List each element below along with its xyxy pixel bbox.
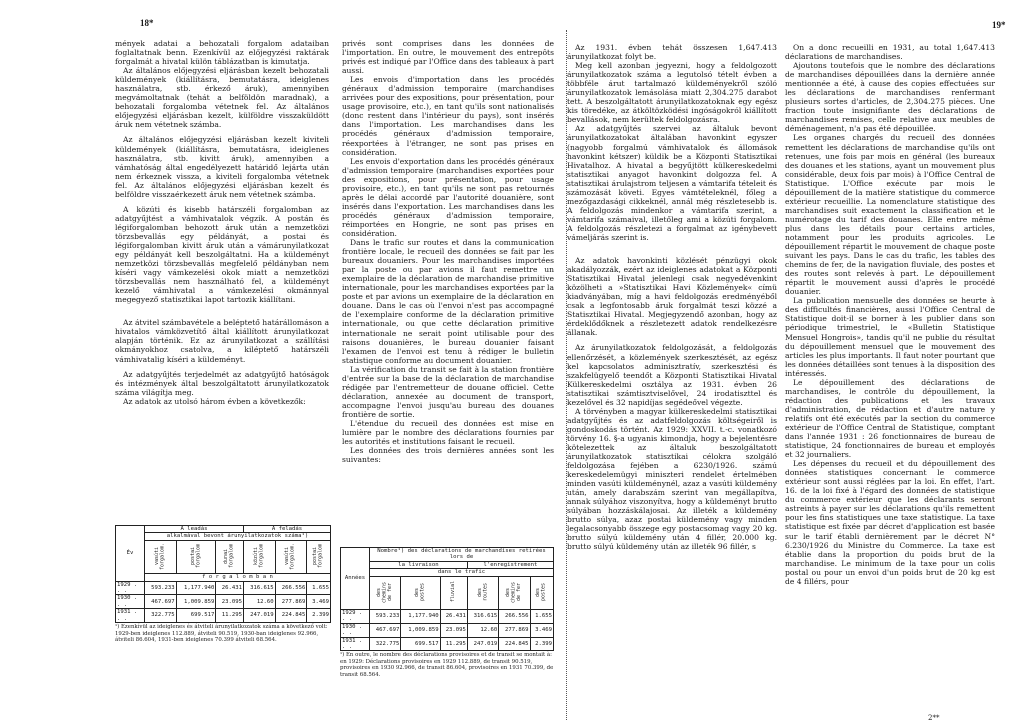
paragraph: Meg kell azonban jegyezni, hogy a feldolgozott árunyilatkozatok száma a legutolsó tételt évben a többféle árut tartalmazó küldeményekről szóló árunyilatkozatok lemásolása miatt 2,304.275 darabot tett. A beszolgáltatott árunyilatkozatoknak egy egész kis töredéke, az átköltözködési ingóságokról kiállított bevallások, nem kerültek feldolgozásra.: [567, 61, 777, 125]
column-header-label: postai forgalom: [312, 543, 324, 568]
value-cell: 3.469: [307, 595, 331, 609]
column-header: [467, 576, 498, 609]
paragraph: Les données des trois dernières années sont les suivantes:: [342, 446, 554, 465]
year-cell: 1931 . . .: [116, 609, 145, 623]
column-header: [275, 540, 307, 573]
value-cell: 12.60: [244, 595, 276, 609]
column-header: [370, 576, 401, 609]
column-header: [499, 576, 530, 609]
page-number-right: 19*: [992, 20, 1006, 30]
signature-mark: 2**: [928, 714, 940, 722]
delivery-header: A leadás: [145, 526, 244, 533]
traffic-header: f o r g a l o m b a n: [145, 574, 331, 581]
paragraph: La vérification du transit se fait à la station frontière d'entrée sur la base de la déclaration de marchandise rédigée par l'entremetteur de douane officiel. Cette déclaration, annexée au document de transport, accompagne l'envoi jusqu'au bureau des douanes frontière de sortie.: [342, 364, 554, 419]
livraison-header: la livraison: [370, 561, 468, 568]
paragraph: Az adatgyűjtés terjedelmét az adatgyűjtő hatóságok és intézmények által beszolgáltatott árunyilatkozatok száma világítja meg.: [115, 369, 329, 397]
value-cell: 224.845: [275, 609, 307, 623]
page-number-left: 18*: [140, 18, 154, 28]
year-cell: 1930 . . .: [341, 623, 370, 637]
year-cell: 1929 . . .: [116, 581, 145, 595]
value-cell: 322.775: [145, 609, 177, 623]
year-cell: 1931 . . .: [341, 637, 370, 651]
value-cell: 11.295: [440, 637, 467, 651]
column-header-label: vasúti forgalom.: [153, 542, 166, 570]
value-cell: 1.655: [530, 610, 553, 624]
year-header: Év: [116, 526, 145, 582]
value-cell: 3.469: [530, 623, 553, 637]
paragraph: Ajoutons toutefois que le nombre des déclarations de marchandises dépouillées dans la dernière année mentionnée a été, à cause des copies effectuées sur les déclarations de marchandises renfermant plusieurs sortes d'articles, de 2,304.275 pièces. Une fraction toute insignifiante des déclarations de marchandises remises, celle relative aux meubles de déménagement, n'a pas été dépouillée.: [785, 61, 995, 134]
years-header: Années: [341, 548, 370, 610]
column-header: [145, 540, 177, 573]
dispatch-header: A feladás: [244, 526, 331, 533]
value-cell: 1,009.859: [176, 595, 216, 609]
value-cell: 1.655: [307, 581, 331, 595]
value-cell: 2.399: [307, 609, 331, 623]
statistics-table-french: [340, 547, 554, 678]
table-row: [341, 610, 554, 624]
value-cell: 224.845: [499, 637, 530, 651]
value-cell: 316.615: [467, 610, 498, 624]
value-cell: 2.399: [530, 637, 553, 651]
column-header-label: postai forgalom: [189, 543, 201, 568]
value-cell: 1,009.859: [401, 623, 440, 637]
value-cell: 26.431: [440, 610, 467, 624]
column-header: [216, 540, 244, 573]
paragraph: A közúti és kisebb határszéli forgalomban az adatgyűjtést a vámhivatalok végzik. A postán és légiforgalomban behozott áruk után a nemzetközi törzsbevallás egy példányát, a postai és légiforgalomban kivitt áruk után a vámárunyilatkozat egy példányát kell beszolgáltatni. Ha a küldeményt nemzetközi törzsbevallás megfelelő példányban nem kíséri vagy vámkezelési okok miatt a nemzetközi törzsbevallás nem használható fel, a küldeményt kezelő vámhivatal a vámkezelési okmánnyal megegyező statisztikai lapot tartozik kiállítani.: [115, 204, 329, 305]
paragraph: A törvényben a magyar külkereskedelmi statisztikai adatgyűjtés és az adatfeldolgozás költségeiről is gondoskodás történt. Az 1929: XXVII. t.-c. vonatkozó törvény 16. §-a ugyanis kimondja, hogy a bejelentésre kötelezettek az általuk beszolgáltatott árunyilatkozatok statisztikai célokra szolgáló feldolgozása fejében a 6230/1926. számú kereskedelemügyi miniszteri rendelet értelmében minden vasúti küldeménynél, azaz a vasúti küldemény után, amely darabszám szerint van megállapítva, annak súlyához viszonyítva, hogy a küldeményt brutto súlyában hozzáskálajosai. Az illeték a küldemény brutto súlya, azaz postai küldemény vagy minden legalacsonyabb összege egy postacsomag vagy 20 kg. brutto súlyú küldemény után 4 fillér, 20.000 kg. brutto súlyú küldemény után az illeték 96 fillér, s: [567, 406, 777, 552]
value-cell: 1,177.940: [401, 610, 440, 624]
occasion-header: alkalmával bevont árunyilatkozatok száma¹): [145, 533, 331, 540]
column-header-label: des routes: [476, 582, 489, 601]
value-cell: 266.556: [275, 581, 307, 595]
paragraph: La publication mensuelle des données se heurte à des difficultés financières, aussi l'Office Central de Statistique doit-il se borner à les publier dans son périodique trimestriel, le «Bulletin Statistique Mensuel Hongrois», tandis qu'il ne publie du résultat du dépouillement mensuel que le mouvement des articles les plus importants. Il faut noter pourtant que les données détaillées sont tenues à la disposition des intéressés.: [785, 296, 995, 378]
value-cell: 593.233: [145, 581, 177, 595]
value-cell: 277.869: [275, 595, 307, 609]
column-header-label: des postes: [535, 582, 547, 601]
french-column-right: [785, 43, 995, 586]
column-header: [244, 540, 276, 573]
column-header: [176, 540, 216, 573]
value-cell: 247.019: [244, 609, 276, 623]
paragraph: L'étendue du recueil des données est mise en lumière par le nombre des déclarations fournies par les autorités et institutions faisant le recueil.: [342, 418, 554, 447]
column-header-label: des postes: [413, 582, 426, 601]
value-cell: 11.295: [216, 609, 244, 623]
value-cell: 266.556: [499, 610, 530, 624]
value-cell: 699.517: [401, 637, 440, 651]
column-header-label: dunai forgalom: [223, 543, 235, 568]
paragraph: Az általános előjegyzési eljárásban kezelt behozatali küldemények (kiállításra, bemutatásra, ideiglenes használatra, stb. érkező áruk), amennyiben megvámoltatnak (tehát a belföldön maradnak), a behozatali forgalomba vétetnek fel. Az általános előjegyzési eljárásban kezelt, külföldre visszaküldött áruk nem vétetnek számba.: [115, 66, 329, 130]
paragraph: Az árunyilatkozatok feldolgozását, a feldolgozás ellenőrzését, a közlemények szerkesztését, az egész kel kapcsolatos adminisztratív, szerkesztési és szakfelügyelő teendőt a Központi Statisztikai Hivatal Külkereskedelmi osztálya az 1931. évben 26 statisztikai számtisztviselővel, 24 irodatiszttel és kezelővel és 32 napidíjas segédeővel végezte.: [567, 343, 777, 407]
paragraph: Le dépouillement des déclarations de marchandises, le contrôle du dépouillement, la rédaction des publications et les travaux d'administration, de rédaction et d'autre nature y relatifs ont été exécutés par la section du commerce extérieur de l'Office Central de Statistique, comptant dans l'année 1931 : 26 fonctionnaires de bureau de statistique, 24 fonctionnaires de bureau et employés et 32 journaliers.: [785, 377, 995, 460]
paragraph: Az adatgyűjtés szervei az általuk bevont árunyilatkozatokat általában havonkint egyszer (nagyobb forgalmú vámhivatalok és állomások havonkint kétszer) küldik be a Központi Statisztikai Hivatalhoz. A hivatal a begyűjtött külkereskedelmi statisztikai anyagot havonkint dolgozza fel. A statisztikai árulajstrom teljesen a vámtarifa tételeit és számozását követi. Egyes vámtételeknél, főleg a mezőgazdasági cikkeknél, annál még részletesebb is. A feldolgozás mindenkor a vámtarifa szerint, a vámtarifa számaival, illetőleg ami a közúti forgalom. A feldolgozás részletezi a forgalmat az igénybevett vámeljárás szerint is.: [567, 124, 777, 242]
column-header-label: vasúti forgalom.: [284, 542, 296, 570]
paragraph: Dans le trafic sur routes et dans la communication frontière locale, le recueil des données se fait par les bureaux douaniers. Pour les marchandises importées par la poste ou par avions il faut remettre un exemplaire de la déclaration de marchandise primitive internationale, pour les marchandises exportées par la poste et par avions un exemplaire de la déclaration en douane. Dans le cas où l'envoi n'est pas accompagné de l'exemplaire conforme de la déclaration primitive internationale, ou que cette déclaration primitive internationale ne serait point utilisable pour des raisons douanières, le bureau douanier faisant l'examen de l'envoi est tenu à rédiger le bulletin statistique conforme au document douanier.: [342, 238, 554, 365]
paragraph: privés sont comprises dans les données de l'importation. En outre, le mouvement des entrepôts privés est indiqué par l'Office dans des tableaux à part aussi.: [342, 39, 554, 76]
column-header: [440, 576, 467, 609]
value-cell: 12.60: [467, 623, 498, 637]
table-footnote-hungarian: ¹) Ezenkívül az ideiglenes és átviteli árunyilatkozatok száma a következő volt: 1929-ben ideiglenes 112.889, átviteli 90.519, 1930-ban ideiglenes 92.966, átviteli 86.604, 1931-ben ideiglenes 70.399 átviteli 68.564.: [115, 624, 328, 644]
paragraph: Les organes chargés du recueil des données remettent les déclarations de marchandise qu'ils ont retenues, une fois par mois en général (les bureaux des douanes et les stations, ayant un mouvement plus considérable, deux fois par mois) à l'Office Central de Statistique. L'Office exécute par mois le dépouillement de la matière statistique du commerce extérieur recueillie. La nomenclature statistique des marchandises suit exactement la classification et le numérotage du tarif des douanes. Elle entre même plus dans les détails pour certains articles, notamment pour les produits agricoles. Le dépouillement répartit le mouvement de chaque poste suivant les pays. Dans le cas du trafic, les tables des chemins de fer, de la navigation fluviale, des postes et des routes sont relevés à part. Le dépouillement répartit le mouvement aussi d'après le procédé douanier.: [785, 133, 995, 297]
value-cell: 277.869: [499, 623, 530, 637]
table-row: [116, 581, 331, 595]
table-footnote-french: ¹) En outre, le nombre des déclarations provisoires et de transit se montait à: en 1929: Déclarations provisoires en 1929 112.889, de transit 90.519, provisoires en 1930 92.966, de transit 86.604, provisoires en 1931 70.399, de transit 68.564.: [340, 652, 554, 678]
paragraph: Az adatok az utolsó három évben a következők:: [123, 396, 306, 406]
table-row: [116, 609, 331, 623]
value-cell: 316.615: [244, 581, 276, 595]
paragraph: mények adatai a behozatali forgalom adataiban foglaltatnak benn. Ezenkívül az előjegyzési raktárak forgalmát a hivatal külön táblázatban is kimutatja.: [115, 39, 329, 67]
value-cell: 23.095: [440, 623, 467, 637]
column-header: [401, 576, 440, 609]
column-header-label: des chemins de fer: [505, 581, 523, 603]
column-header-label: des chemins de fer: [375, 581, 393, 603]
hungarian-column-right: [567, 43, 777, 552]
value-cell: 322.775: [370, 637, 401, 651]
year-cell: 1929 . . .: [341, 610, 370, 624]
column-header-label: közúti forgalom: [252, 543, 265, 568]
paragraph: Az átvitel számbavétele a beléptető határállomáson a hivatalos vámközvetítő által kiállított árunyilatkozat alapján történik. Ez az árunyilatkozat a szállítási okmányokhoz csatolva, a kiléptető határszéli vámhivatalig kíséri a küldeményt.: [115, 318, 329, 364]
table-row: [116, 595, 331, 609]
value-cell: 23.095: [216, 595, 244, 609]
paragraph: Les envois d'importation dans les procédés généraux d'admission temporaire (marchandises arrivées pour des expositions, pour présentation, pour usage provisoire, etc.), en tant qu'ils sont nationalisés (donc restent dans l'intérieur du pays), sont insérés dans l'importation. Les marchandises dans les procédés généraux d'admission temporaire, réexportées à l'étranger, ne sont pas prises en considération.: [342, 75, 554, 157]
statistics-table-hungarian: [115, 525, 331, 644]
dans-le-trafic-header: dans le trafic: [370, 569, 554, 576]
paragraph: Les dépenses du recueil et du dépouillement des données statistiques concernant le commerce extérieur sont aussi réglées par la loi. En effet, l'art. 16. de la loi fixé à l'égard des données de statistique du commerce extérieur que les déclarants seront astreints à payer sur les déclarations qu'ils remettent pour les fins statistiques une taxe statistique. La taxe statistique est fixée par décret d'application est basée sur le tarif établi dernièrement par le décret N° 6.230/1926 du Ministre du Commerce. La taxe est établie dans la proportion du poids brut de la marchandise. Le minimum de la taxe pour un colis postal ou pour un envoi d'un poids brut de 20 kg est de 4 fillérs, pour: [785, 459, 995, 586]
hungarian-column-left: [115, 39, 329, 406]
value-cell: 26.431: [216, 581, 244, 595]
year-cell: 1930 . . .: [116, 595, 145, 609]
value-cell: 467.697: [145, 595, 177, 609]
value-cell: 467.697: [370, 623, 401, 637]
table-row: [341, 623, 554, 637]
paragraph: Les envois d'exportation dans les procédés généraux d'admission temporaire (marchandises exportées pour des expositions, pour présentation, pour usage provisoire, etc.), en tant qu'ils ne sont pas retournés après le délai accordé par l'autorité douanière, sont insérés dans l'exportation. Les marchandises dans les procédés généraux d'admission temporaire, réimportées en Hongrie, ne sont pas prises en considération.: [342, 156, 554, 238]
column-header: [307, 540, 331, 573]
column-header: [530, 576, 553, 609]
column-header-label: fluvial: [449, 581, 456, 603]
french-column-left: [342, 39, 554, 464]
value-cell: 247.019: [467, 637, 498, 651]
number-header: Nombre¹) des déclarations de marchandises retirées lors de: [370, 548, 554, 562]
value-cell: 699.517: [176, 609, 216, 623]
paragraph: Az adatok havonkinti közlését pénzügyi okok akadályozzák, ezért az ideiglenes adatokat a Központi Statisztikai Hivatal jelenlegi csak negyedévenkint közölheti a »Statisztikai Havi Közlemények« címü kiadványában, míg a havi feldolgozás eredményéből csak a legfontosabb áruk forgalmát teszi közzé a Statisztikai Hivatal. Megjegyzendő azonban, hogy az érdeklődőknek a részletezett adatok rendelkezésre állanak.: [567, 256, 777, 338]
table-row: [341, 637, 554, 651]
paragraph: Az általános előjegyzési eljárásban kezelt kiviteli küldemények (kiállításra, bemutatásra, ideiglenes használatra, stb. kivitt áruk), amennyiben a vámhatóság által engedélyezett határidő lejárta után nem érkeznek vissza, a kiviteli forgalomba vétetnek fel. Az általános előjegyzési eljárásban kezelt és belföldre visszaérkezett áruk nem vétetnek számba.: [115, 135, 329, 199]
value-cell: 593.233: [370, 610, 401, 624]
value-cell: 1,177.940: [176, 581, 216, 595]
enregistrement-header: l'enregistrement: [467, 561, 553, 568]
paragraph: Az 1931. évben tehát összesen 1,647.413 árunyilatkozat folyt be.: [567, 43, 777, 62]
paragraph: On a donc recueilli en 1931, au total 1,647.413 déclarations de marchandises.: [785, 43, 995, 62]
